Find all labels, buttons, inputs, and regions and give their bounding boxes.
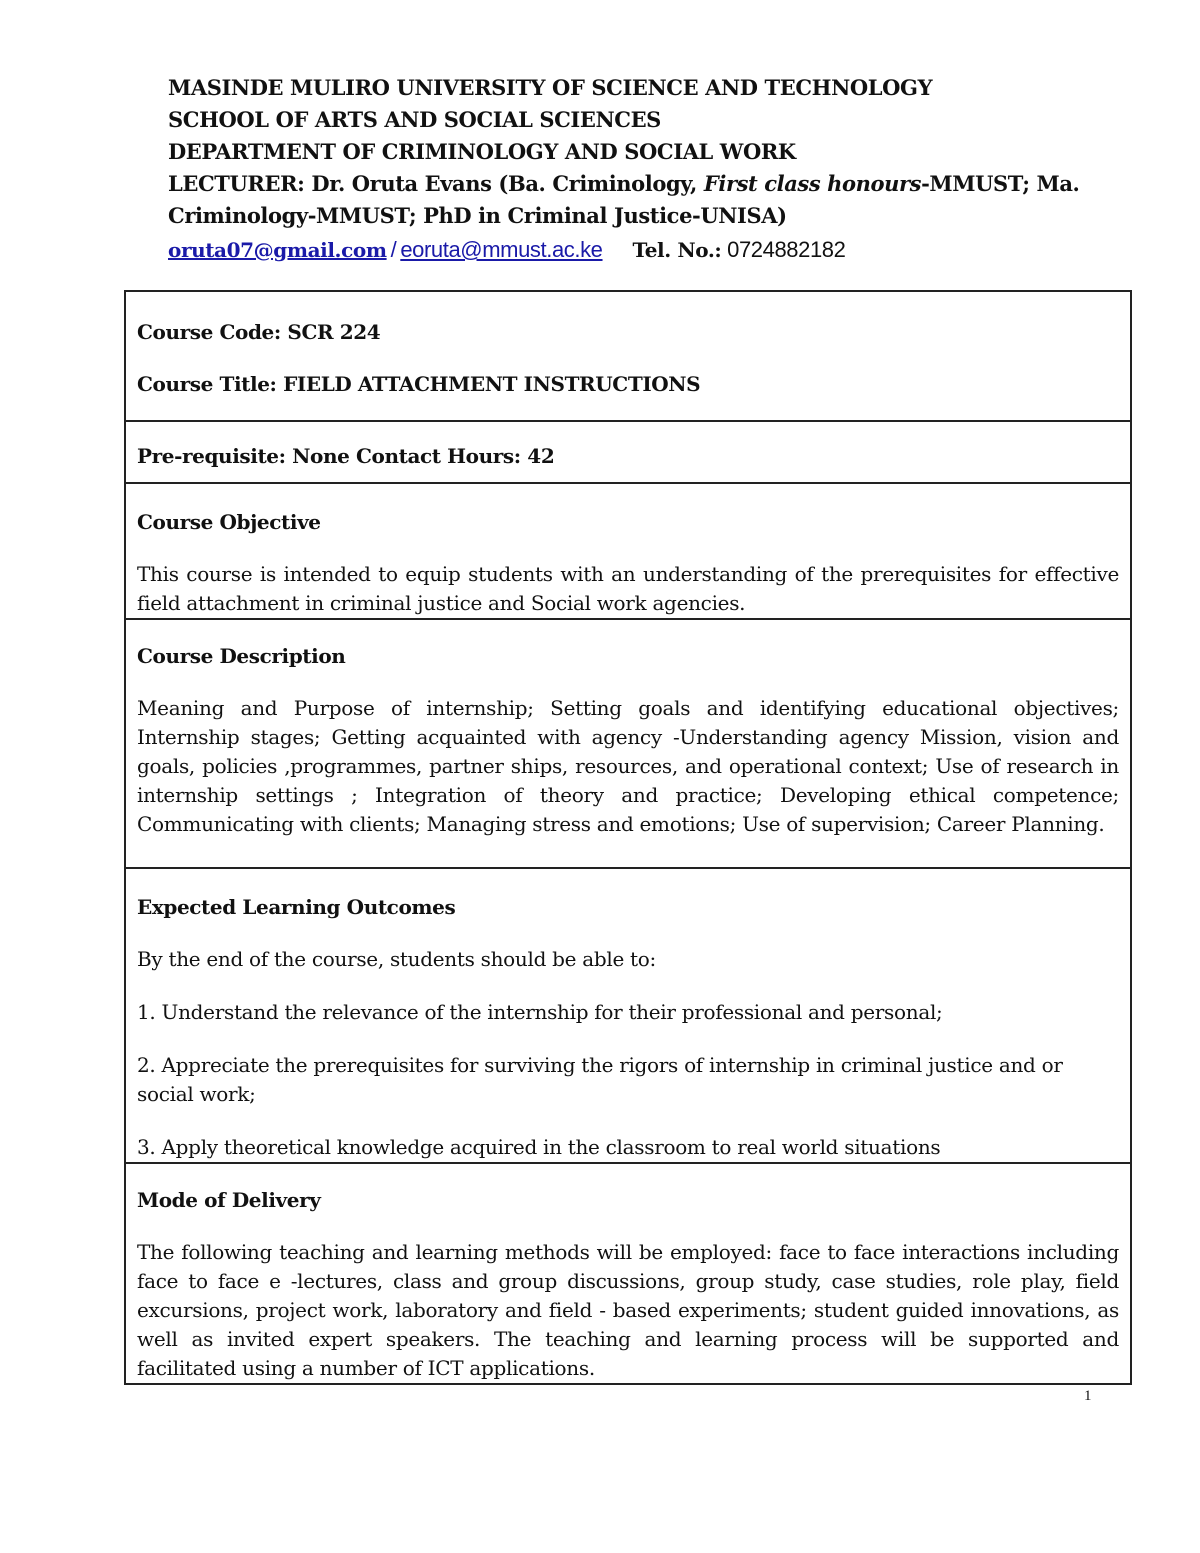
objective-heading: Course Objective — [137, 510, 321, 534]
tel-number: 0724882182 — [727, 237, 846, 262]
outcome-item: 1. Understand the relevance of the internship for their professional and personal; — [137, 1000, 943, 1024]
email-link-gmail[interactable]: oruta07@gmail.com — [168, 238, 387, 262]
lecturer-qualifications: Criminology-MMUST; PhD in Criminal Justice-UNISA) — [168, 203, 787, 228]
course-code-row — [125, 291, 1131, 421]
objective-row — [125, 483, 1131, 619]
department-name: DEPARTMENT OF CRIMINOLOGY AND SOCIAL WORK — [168, 139, 796, 164]
course-code-label: Course Code: — [137, 320, 281, 344]
outcomes-intro: By the end of the course, students should be able to: — [137, 947, 656, 971]
contact-line — [168, 234, 1128, 266]
email-separator: / — [390, 237, 397, 262]
prerequisite-row — [125, 421, 1131, 483]
university-name: MASINDE MULIRO UNIVERSITY OF SCIENCE AND TECHNOLOGY — [168, 75, 933, 100]
delivery-heading: Mode of Delivery — [137, 1188, 321, 1212]
description-heading: Course Description — [137, 644, 346, 668]
email-link-mmust[interactable]: eoruta@mmust.ac.ke — [400, 237, 603, 262]
lecturer-prefix: LECTURER: Dr. Oruta Evans (Ba. Criminology, — [168, 171, 704, 196]
page-number: 1 — [1084, 1388, 1092, 1404]
course-outline-table — [124, 290, 1132, 1385]
description-row — [125, 619, 1131, 868]
delivery-row — [125, 1163, 1131, 1384]
course-title-label: Course Title: — [137, 372, 277, 396]
course-code-value: SCR 224 — [287, 320, 381, 344]
lecturer-honours: First class honours — [703, 171, 922, 196]
course-title-value: FIELD ATTACHMENT INSTRUCTIONS — [283, 372, 701, 396]
document-header — [168, 72, 1128, 266]
prerequisite-text: Pre-requisite: None Contact Hours: 42 — [137, 444, 555, 468]
objective-text: This course is intended to equip students with an understanding of the prerequisites for effective field attachment in criminal justice and Social work agencies. — [137, 562, 1119, 615]
lecturer-line — [168, 168, 1128, 200]
description-text: Meaning and Purpose of internship; Setting goals and identifying educational objectives; Internship stages; Getting acquainted with agency -Understanding agency Mission, vision and goals, policies ,programmes, partner ships, resources, and operational context; Use of research in internship settings ; Integration of theory and practice; Developing ethical competence; Communicating with clients; Managing stress and emotions; Use of supervision; Career Planning. — [137, 696, 1119, 836]
outcomes-heading: Expected Learning Outcomes — [137, 895, 456, 919]
course-code — [137, 318, 1119, 346]
tel-label: Tel. No.: — [632, 238, 722, 262]
outcome-item: 2. Appreciate the prerequisites for surviving the rigors of internship in criminal justice and or social work; — [137, 1053, 1063, 1106]
school-name: SCHOOL OF ARTS AND SOCIAL SCIENCES — [168, 107, 661, 132]
outcomes-row — [125, 868, 1131, 1163]
course-title — [137, 370, 1119, 398]
outcome-item: 3. Apply theoretical knowledge acquired in the classroom to real world situations — [137, 1135, 941, 1159]
delivery-text: The following teaching and learning methods will be employed: face to face interactions including face to face e -lectures, class and group discussions, group study, case studies, role play, field excursions, project work, laboratory and field - based experiments; student guided innovations, as well as invited expert speakers. The teaching and learning process will be supported and facilitated using a number of ICT applications. — [137, 1240, 1119, 1380]
lecturer-suffix: -MMUST; Ma. — [921, 171, 1080, 196]
